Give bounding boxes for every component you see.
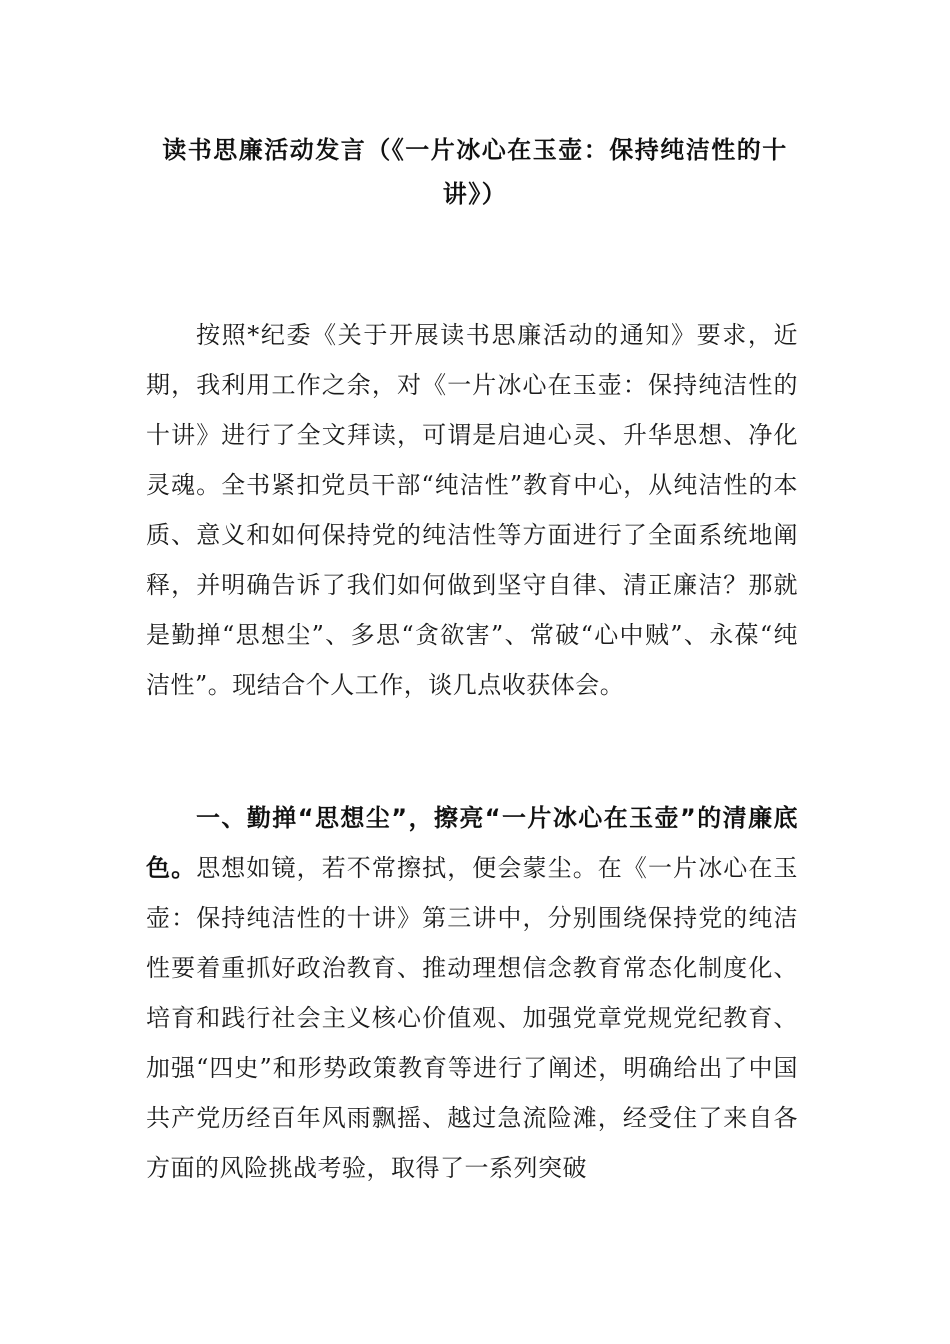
section-1-body: 思想如镜，若不常擦拭，便会蒙尘。在《一片冰心在玉壶：保持纯洁性的十讲》第三讲中，分别围绕保持党的纯洁性要着重抓好政治教育、推动理想信念教育常态化制度化、培育和践行社会主义核心价值观、加强党章党规党纪教育、加强“四史”和形势政策教育等进行了阐述，明确给出了中国共产党历经百年风雨飘摇、越过急流险滩，经受住了来自各方面的风险挑战考验，取得了一系列突破 <box>146 854 799 1182</box>
section-1-heading: 一、勤掸“思想尘”，擦亮“一片冰心在玉壶”的清廉底色。 <box>146 804 798 882</box>
document-title: 读书思廉活动发言（《一片冰心在玉壶：保持纯洁性的十讲》） <box>162 136 788 208</box>
intro-paragraph: 按照*纪委《关于开展读书思廉活动的通知》要求，近期，我利用工作之余，对《一片冰心在玉壶：保持纯洁性的十讲》进行了全文拜读，可谓是启迪心灵、升华思想、净化灵魂。全书紧扣党员干部“纯洁性”教育中心，从纯洁性的本质、意义和如何保持党的纯洁性等方面进行了全面系统地阐释，并明确告诉了我们如何做到坚守自律、清正廉洁？那就是勤掸“思想尘”、多思“贪欲害”、常破“心中贼”、永葆“纯洁性”。现结合个人工作，谈几点收获体会。 <box>146 321 798 699</box>
section-1-paragraph <box>146 793 798 1193</box>
